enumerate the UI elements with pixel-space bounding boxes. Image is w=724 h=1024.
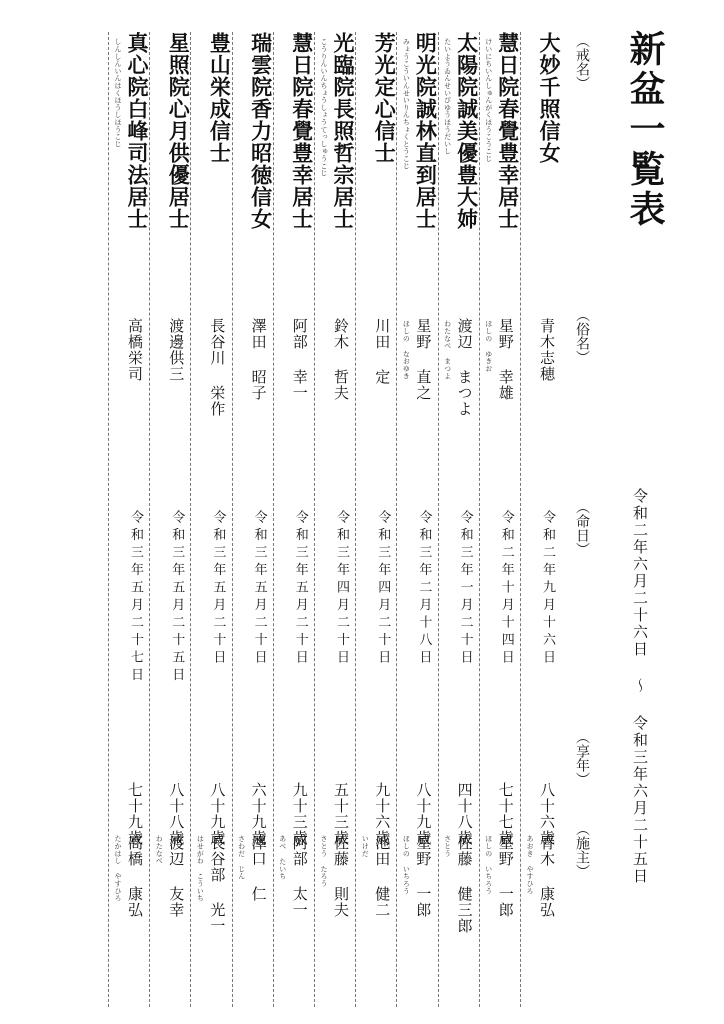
seshu-ruby-text: わたなべ (155, 835, 164, 865)
seshu-ruby-text: はせがわ こういち (196, 835, 205, 902)
seshu-ruby-text: ほしの いちろう (402, 835, 411, 895)
meinichi-cell: 令和三年四月二十日 (334, 510, 349, 668)
kyonen-cell: 九十六歳 (373, 782, 392, 846)
meinichi-cell: 令和三年五月二十五日 (169, 510, 185, 685)
kaimyo-cell: 太陽院誠美優豊大姉 (454, 32, 480, 230)
kaimyo-ruby-text: みょうこういんせいりんちょくとうこじ (402, 38, 411, 170)
seshu-cell: 渡辺 友幸 (167, 835, 186, 918)
zokumyo-cell: 星野 直之 (414, 318, 433, 401)
seshu-cell: 阿部 太一 (290, 835, 309, 918)
meinichi-cell: 令和三年五月二十日 (292, 510, 308, 668)
kyonen-cell: 八十九歳 (208, 782, 227, 846)
kaimyo-cell: 豊山栄成信士 (207, 32, 233, 164)
seshu-ruby-text: さわだ じん (237, 835, 246, 880)
zokumyo-ruby-text: ほしの なおゆき (402, 320, 411, 380)
seshu-cell: 青木 康弘 (538, 835, 556, 918)
header-kyonen: （享年） (574, 730, 590, 786)
zokumyo-cell: 川田 定 (373, 318, 392, 385)
seshu-cell: 澤口 仁 (249, 835, 268, 902)
zokumyo-cell: 阿部 幸一 (290, 318, 309, 401)
kyonen-cell: 五十三歳 (332, 782, 350, 846)
kyonen-cell: 八十六歳 (538, 782, 556, 846)
kaimyo-cell: 瑞雲院香力昭徳信女 (248, 32, 274, 230)
seshu-ruby-text: ほしの いちろう (484, 835, 493, 895)
kaimyo-cell: 芳光定心信士 (372, 32, 398, 164)
meinichi-cell: 令和二年十月十四日 (498, 510, 514, 668)
column-divider (108, 32, 109, 1007)
meinichi-cell: 令和三年五月二十日 (210, 510, 226, 668)
page-title: 新盆一覧表 (624, 30, 666, 230)
zokumyo-cell: 澤田 昭子 (249, 318, 268, 401)
kaimyo-cell: 光臨院長照哲宗居士 (331, 32, 356, 230)
header-seshu: （施主） (574, 822, 590, 878)
zokumyo-ruby-text: ほしの ゆきお (484, 320, 493, 373)
seshu-ruby-text: たかはし やすひろ (114, 835, 122, 902)
zokumyo-cell: 長谷川 栄作 (208, 318, 227, 417)
meinichi-cell: 令和三年五月二十七日 (128, 510, 143, 685)
kaimyo-cell: 明光院誠林直到居士 (413, 32, 439, 230)
meinichi-cell: 令和三年五月二十日 (251, 510, 267, 668)
zokumyo-cell: 星野 幸雄 (496, 318, 515, 401)
seshu-cell: 高橋 康弘 (126, 835, 144, 918)
kaimyo-cell: 大妙千照信女 (537, 32, 562, 164)
seshu-ruby-text: あべ たいち (278, 835, 287, 880)
kaimyo-ruby-text: しんしんいんはくほうしほうこじ (114, 38, 122, 148)
kyonen-cell: 八十九歳 (414, 782, 433, 846)
meinichi-cell: 令和三年二月十八日 (416, 510, 432, 668)
header-kaimyo: （戒名） (574, 34, 590, 90)
kaimyo-ruby-text: こうりんいんちょうしょうてっしゅうこじ (320, 38, 328, 177)
seshu-ruby-text: さとう たろう (320, 835, 328, 888)
kaimyo-cell: 慧日院春覺豊幸居士 (289, 32, 315, 230)
zokumyo-cell: 渡邊供三 (167, 318, 186, 382)
header-zokumyo: （俗名） (574, 308, 590, 364)
seshu-cell: 池田 健二 (373, 835, 392, 918)
seshu-ruby-text: いけだ (361, 835, 370, 857)
kaimyo-ruby-text: たいようゐんせいびゆうほうだいし (443, 38, 452, 155)
zokumyo-cell: 鈴木 哲夫 (332, 318, 350, 401)
seshu-ruby-text: あおき やすひろ (526, 835, 534, 895)
seshu-ruby-text: さとう (443, 835, 452, 857)
kyonen-cell: 六十九歳 (249, 782, 268, 846)
kyonen-cell: 七十九歳 (126, 782, 144, 846)
meinichi-cell: 令和二年九月十六日 (540, 510, 555, 668)
kyonen-cell: 八十八歳 (167, 782, 186, 846)
kyonen-cell: 四十八歳 (455, 782, 474, 846)
kaimyo-ruby-text: けいにちいんしゅんがくほうこうこじ (484, 38, 493, 163)
meinichi-cell: 令和三年一月二十日 (457, 510, 473, 668)
meinichi-cell: 令和三年四月二十日 (375, 510, 391, 668)
kyonen-cell: 七十七歳 (496, 782, 515, 846)
seshu-cell: 星野 一郎 (414, 835, 433, 918)
zokumyo-ruby-text: わたなべ まつよ (443, 320, 452, 380)
zokumyo-cell: 青木志穂 (538, 318, 556, 382)
seshu-cell: 佐藤 則夫 (332, 835, 350, 918)
seshu-cell: 星野 一郎 (496, 835, 515, 918)
kaimyo-cell: 慧日院春覺豊幸居士 (495, 32, 521, 230)
seshu-cell: 長谷部 光一 (208, 835, 227, 934)
kyonen-cell: 九十三歳 (290, 782, 309, 846)
zokumyo-cell: 高橋栄司 (126, 318, 144, 382)
header-meinichi: （命日） (574, 500, 590, 556)
kaimyo-cell: 星照院心月供優居士 (166, 32, 192, 230)
kaimyo-cell: 真心院白峰司法居士 (125, 32, 150, 230)
zokumyo-cell: 渡辺 まつよ (455, 318, 474, 417)
column-divider (396, 32, 397, 1007)
seshu-cell: 佐藤 健三郎 (455, 835, 474, 934)
period-range: 令和二年六月二十六日 ～ 令和三年六月二十五日 (631, 488, 649, 885)
column-divider (232, 32, 233, 1007)
